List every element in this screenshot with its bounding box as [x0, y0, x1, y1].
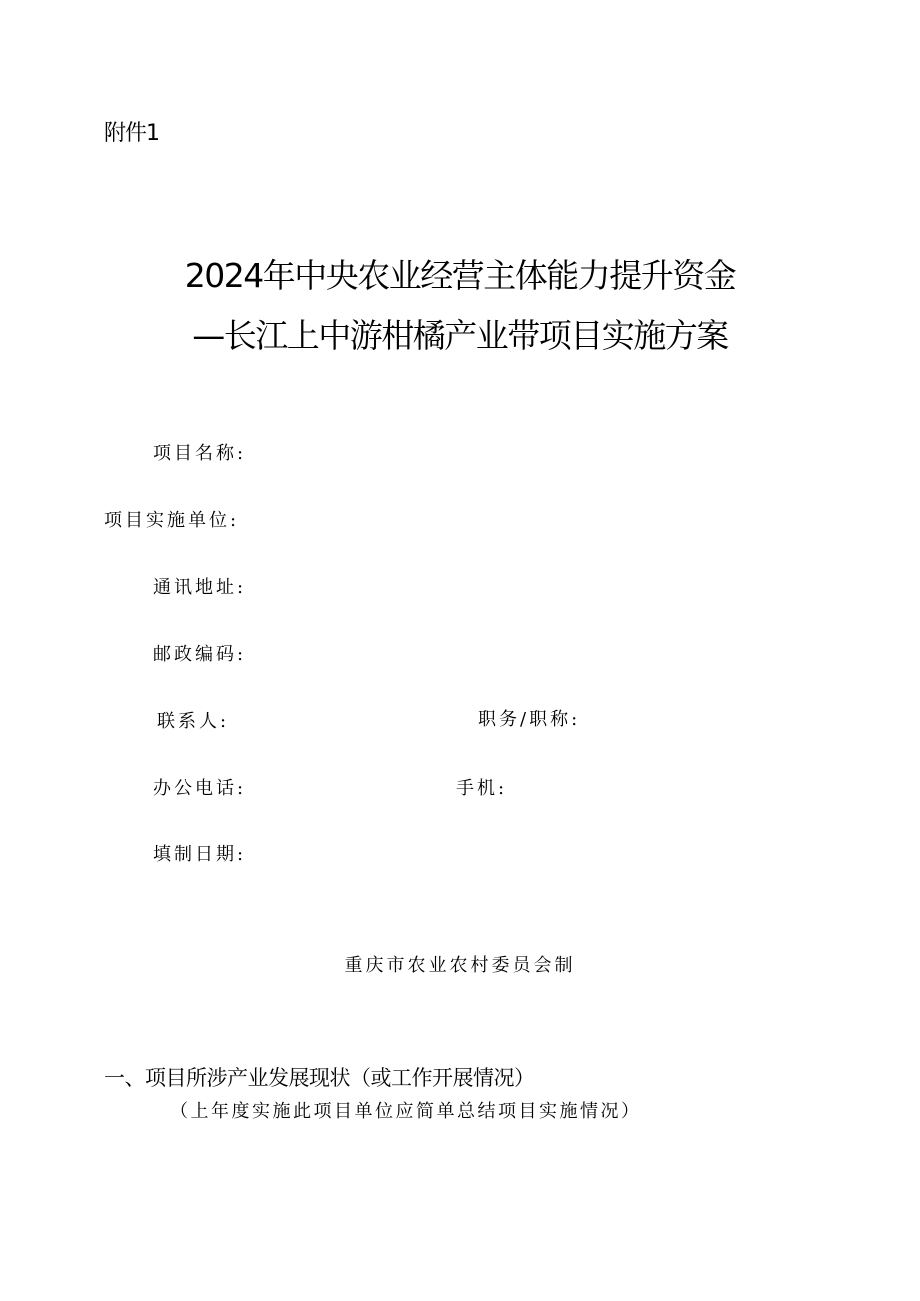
- office-phone-label: 办公电话:: [153, 778, 247, 799]
- section-1-note: （上年度实施此项目单位应简单总结项目实施情况）: [170, 1101, 642, 1122]
- mobile-label: 手机:: [456, 778, 508, 799]
- attachment-label: 附件1: [104, 121, 159, 146]
- document-title-line-1: 2024年中央农业经营主体能力提升资金: [184, 256, 736, 295]
- position-title-label: 职务/职称:: [478, 709, 581, 730]
- postal-code-label: 邮政编码:: [153, 644, 247, 665]
- document-title-line-2: —长江上中游柑橘产业带项目实施方案: [192, 316, 728, 355]
- contact-person-label: 联系人:: [157, 711, 230, 732]
- address-label: 通讯地址:: [153, 577, 247, 598]
- fill-date-label: 填制日期:: [153, 844, 247, 865]
- section-1-heading: 一、项目所涉产业发展现状（或工作开展情况）: [104, 1066, 535, 1090]
- project-name-label: 项目名称:: [153, 443, 247, 464]
- issuer-line: 重庆市农业农村委员会制: [344, 955, 576, 976]
- implementing-unit-label: 项目实施单位:: [104, 510, 240, 531]
